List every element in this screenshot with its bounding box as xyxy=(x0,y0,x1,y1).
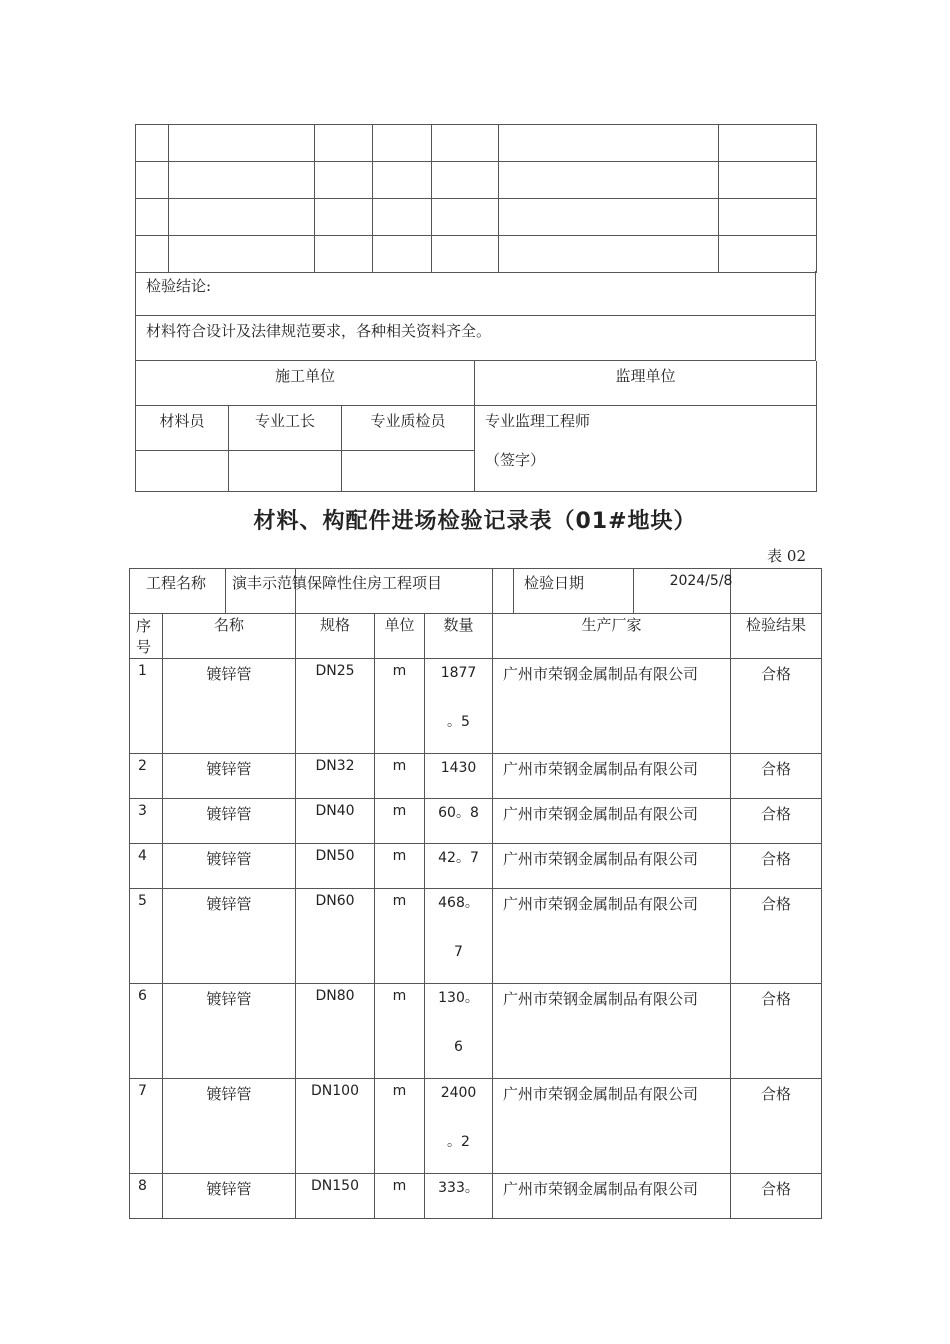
signature-label: （签字） xyxy=(485,451,546,469)
project-name-label: 工程名称 xyxy=(130,569,226,613)
row-result: 合格 xyxy=(761,850,792,868)
row-qty: 60。8 xyxy=(438,805,479,821)
supervising-engineer-label: 专业监理工程师 xyxy=(485,412,591,430)
blank-row xyxy=(136,162,817,199)
row-name: 镀锌管 xyxy=(206,990,252,1008)
row-qty: 1877 。5 xyxy=(440,665,477,730)
row-result: 合格 xyxy=(761,1085,792,1103)
row-maker: 广州市荣钢金属制品有限公司 xyxy=(503,665,699,683)
row-result: 合格 xyxy=(761,665,792,683)
row-qty: 42。7 xyxy=(438,850,479,866)
inspection-date-label: 检验日期 xyxy=(514,569,634,613)
signature-table xyxy=(135,361,817,492)
table-row xyxy=(130,1174,822,1219)
header-spec: 规格 xyxy=(319,616,350,634)
row-name: 镀锌管 xyxy=(206,850,252,868)
row-maker: 广州市荣钢金属制品有限公司 xyxy=(503,1085,699,1103)
row-unit: m xyxy=(392,988,407,1004)
blank-row xyxy=(136,236,817,273)
row-name: 镀锌管 xyxy=(206,895,252,913)
row-name: 镀锌管 xyxy=(206,1085,252,1103)
row-spec: DN50 xyxy=(315,848,355,864)
conclusion-table xyxy=(135,271,816,361)
form-number: 表 02 xyxy=(767,547,806,565)
header-result: 检验结果 xyxy=(746,616,807,634)
row-qty: 1430 xyxy=(440,760,477,776)
row-maker: 广州市荣钢金属制品有限公司 xyxy=(503,760,699,778)
foreman-label: 专业工长 xyxy=(254,412,315,430)
supervision-unit: 监理单位 xyxy=(615,367,676,385)
row-qty: 2400 。2 xyxy=(440,1085,477,1150)
row-spec: DN80 xyxy=(315,988,355,1004)
material-clerk-label: 材料员 xyxy=(159,412,205,430)
row-maker: 广州市荣钢金属制品有限公司 xyxy=(503,1180,699,1198)
row-result: 合格 xyxy=(761,805,792,823)
conclusion-label: 检验结论: xyxy=(146,277,212,295)
material-clerk-signature xyxy=(136,451,229,492)
row-unit: m xyxy=(392,893,407,909)
foreman-signature xyxy=(229,451,342,492)
row-unit: m xyxy=(392,848,407,864)
row-spec: DN40 xyxy=(315,803,355,819)
row-spec: DN60 xyxy=(315,893,355,909)
quality-inspector-signature xyxy=(342,451,475,492)
header-unit: 单位 xyxy=(384,616,415,634)
row-unit: m xyxy=(392,758,407,774)
project-row xyxy=(130,569,822,614)
row-spec: DN100 xyxy=(311,1083,359,1099)
project-name-value: 演丰示范镇保障性住房工程项目 xyxy=(232,574,443,592)
row-maker: 广州市荣钢金属制品有限公司 xyxy=(503,805,699,823)
construction-unit: 施工单位 xyxy=(275,367,336,385)
header-maker: 生产厂家 xyxy=(581,616,642,634)
row-unit: m xyxy=(392,803,407,819)
row-spec: DN25 xyxy=(315,663,355,679)
header-name: 名称 xyxy=(213,616,244,634)
row-unit: m xyxy=(392,663,407,679)
header-qty: 数量 xyxy=(443,616,474,634)
row-qty: 130。 6 xyxy=(438,990,479,1055)
row-seq: 4 xyxy=(138,848,147,864)
header-seq: 序号 xyxy=(136,617,152,656)
row-name: 镀锌管 xyxy=(206,1180,252,1198)
row-spec: DN150 xyxy=(311,1178,359,1194)
row-qty: 468。 7 xyxy=(438,895,479,960)
row-spec: DN32 xyxy=(315,758,355,774)
row-maker: 广州市荣钢金属制品有限公司 xyxy=(503,850,699,868)
row-result: 合格 xyxy=(761,760,792,778)
record-title: 材料、构配件进场检验记录表（01#地块） xyxy=(253,509,697,534)
material-record-table xyxy=(129,568,822,1219)
row-unit: m xyxy=(392,1178,407,1194)
row-seq: 7 xyxy=(138,1083,147,1099)
row-name: 镀锌管 xyxy=(206,665,252,683)
quality-inspector-label: 专业质检员 xyxy=(370,412,446,430)
blank-row xyxy=(136,199,817,236)
row-result: 合格 xyxy=(761,990,792,1008)
row-seq: 6 xyxy=(138,988,147,1004)
blank-row xyxy=(136,125,817,162)
row-qty: 333。 xyxy=(438,1180,479,1196)
row-seq: 8 xyxy=(138,1178,147,1194)
row-result: 合格 xyxy=(761,895,792,913)
row-seq: 1 xyxy=(138,663,147,679)
row-result: 合格 xyxy=(761,1180,792,1198)
row-maker: 广州市荣钢金属制品有限公司 xyxy=(503,990,699,1008)
row-name: 镀锌管 xyxy=(206,805,252,823)
row-seq: 3 xyxy=(138,803,147,819)
inspection-summary-table xyxy=(135,124,817,273)
inspection-date-value: 2024/5/8 xyxy=(669,573,733,589)
row-maker: 广州市荣钢金属制品有限公司 xyxy=(503,895,699,913)
row-seq: 5 xyxy=(138,893,147,909)
row-seq: 2 xyxy=(138,758,147,774)
conclusion-text: 材料符合设计及法律规范要求，各种相关资料齐全。 xyxy=(146,322,492,340)
row-unit: m xyxy=(392,1083,407,1099)
row-name: 镀锌管 xyxy=(206,760,252,778)
